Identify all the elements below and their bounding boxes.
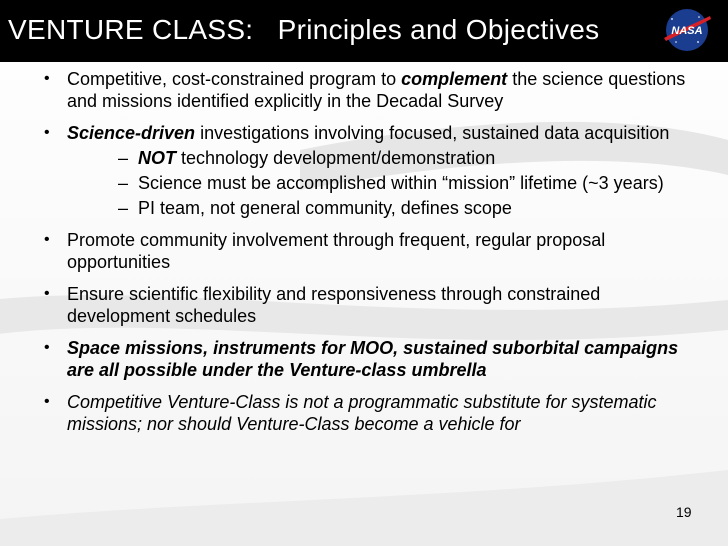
- bullet-dot: •: [44, 339, 50, 356]
- dash-marker: –: [118, 173, 129, 193]
- nasa-logo: [660, 6, 714, 54]
- sub-bullet-item: – NOT technology development/demonstration: [118, 148, 496, 168]
- slide-title: VENTURE CLASS: Principles and Objectives: [8, 14, 600, 45]
- bullet-item: • Science-driven investigations involving focused, sustained data acquisition – NOT technology development/demonstration – Science must be accomplished within “mission” lifetime (~3 years) – PI team, not general community, defines scope: [44, 122, 694, 219]
- page-number: 19: [676, 504, 692, 520]
- bullet-dot: •: [44, 231, 50, 248]
- bullet-item: • Competitive Venture-Class is not a programmatic substitute for systematic missions; nor should Venture-Class become a vehicle for: [44, 392, 657, 434]
- bullet-item: • Promote community involvement through frequent, regular proposal opportunities: [44, 230, 606, 272]
- title-bar: [0, 0, 728, 62]
- bullet-dot: •: [44, 393, 50, 410]
- nasa-logo-text: NASA: [671, 25, 703, 37]
- dash-marker: –: [118, 148, 129, 168]
- bullet-dot: •: [44, 70, 50, 87]
- bullet-item: • Ensure scientific flexibility and responsiveness through constrained development schedules: [44, 284, 601, 326]
- bullet-dot: •: [44, 124, 50, 141]
- bullet-dot: •: [44, 285, 50, 302]
- dash-marker: –: [118, 198, 129, 218]
- sub-bullet-item: – PI team, not general community, defines scope: [118, 198, 512, 218]
- bullet-item: • Space missions, instruments for MOO, sustained suborbital campaigns are all possible under the Venture-class umbrella: [44, 338, 679, 380]
- bullet-list: [44, 68, 694, 445]
- bullet-item: • Competitive, cost-constrained program to complement the science questions and missions identified explicitly in the Decadal Survey: [44, 69, 686, 111]
- sub-bullet-item: – Science must be accomplished within “mission” lifetime (~3 years): [118, 173, 664, 193]
